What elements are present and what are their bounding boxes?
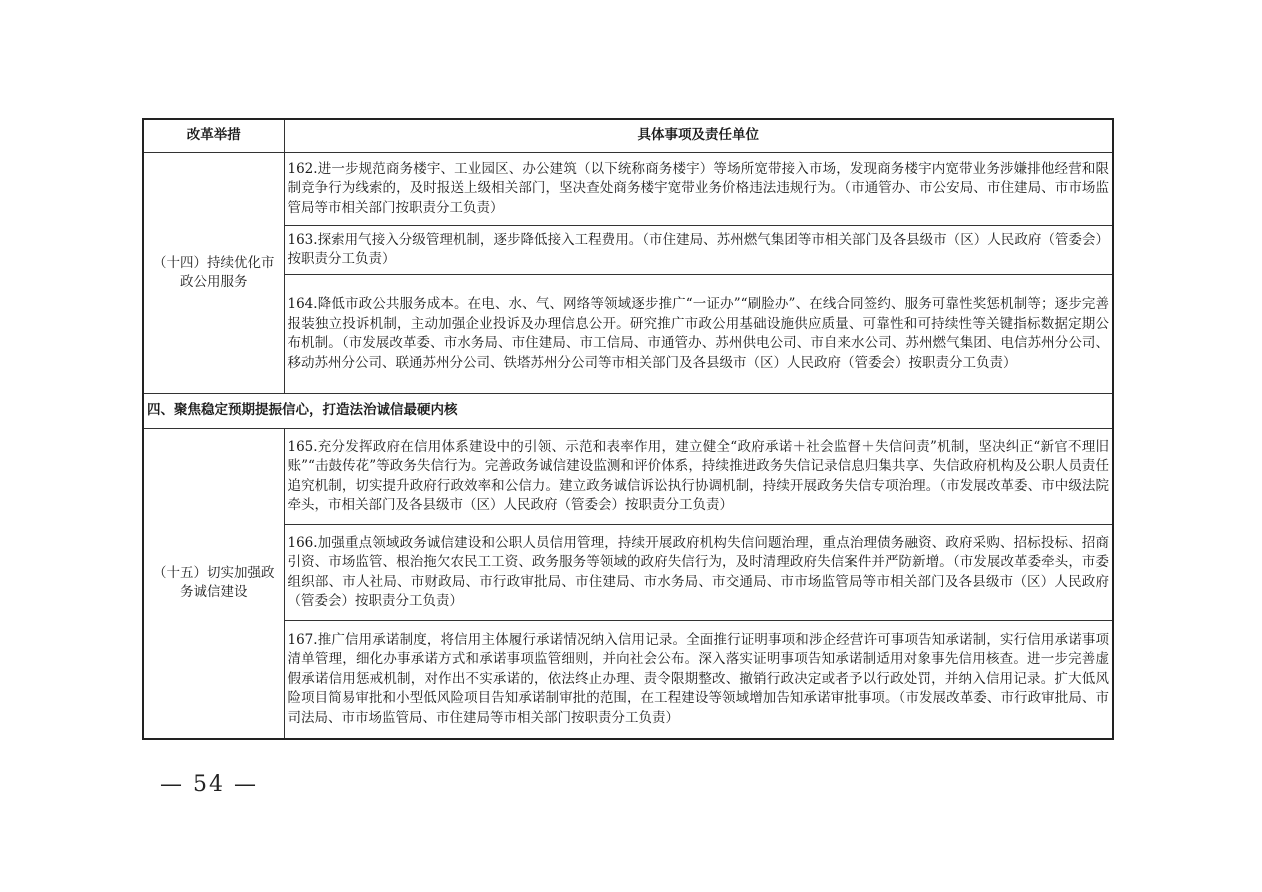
table-row [143,621,1113,739]
reform-measures-table [142,118,1114,740]
table-row [143,226,1113,275]
column-header-details: 具体事项及责任单位 [284,119,1113,153]
item-cell-166: 166.加强重点领域政务诚信建设和公职人员信用管理，持续开展政府机构失信问题治理，重点治理债务融资、政府采购、招标投标、招商引资、市场监管、根治拖欠农民工工资、政务服务等领域的政府失信行为，及时清理政府失信案件并严防新增。（市发展改革委牵头，市委组织部、市人社局、市财政局、市行政审批局、市住建局、市水务局、市交通局、市市场监管局等市相关部门及各县级市（区）人民政府（管委会）按职责分工负责） [284,525,1113,621]
item-cell-163: 163.探索用气接入分级管理机制，逐步降低接入工程费用。（市住建局、苏州燃气集团等市相关部门及各县级市（区）人民政府（管委会）按职责分工负责） [284,226,1113,275]
item-cell-162: 162.进一步规范商务楼宇、工业园区、办公建筑（以下统称商务楼宇）等场所宽带接入市场，发现商务楼宇内宽带业务涉嫌排他经营和限制竞争行为线索的，及时报送上级相关部门，坚决查处商务楼宇宽带业务价格违法违规行为。（市通管办、市公安局、市住建局、市市场监管局等市相关部门按职责分工负责） [284,153,1113,226]
item-cell-165: 165.充分发挥政府在信用体系建设中的引领、示范和表率作用，建立健全“政府承诺＋社会监督＋失信问责”机制，坚决纠正“新官不理旧账”“击鼓传花”等政务失信行为。完善政务诚信建设监测和评价体系，持续推进政务失信记录信息归集共享、失信政府机构及公职人员责任追究机制，切实提升政府行政效率和公信力。建立政务诚信诉讼执行协调机制，持续开展政务失信专项治理。（市发展改革委、市中级法院牵头，市相关部门及各县级市（区）人民政府（管委会）按职责分工负责） [284,429,1113,525]
table-row [143,153,1113,226]
item-cell-167: 167.推广信用承诺制度，将信用主体履行承诺情况纳入信用记录。全面推行证明事项和涉企经营许可事项告知承诺制，实行信用承诺事项清单管理，细化办事承诺方式和承诺事项监管细则，并向社会公布。深入落实证明事项告知承诺制适用对象事先信用核查。进一步完善虚假承诺信用惩戒机制，对作出不实承诺的，依法终止办理、责令限期整改、撤销行政决定或者予以行政处罚，并纳入信用记录。扩大低风险项目简易审批和小型低风险项目告知承诺制审批的范围，在工程建设等领域增加告知承诺审批事项。（市发展改革委、市行政审批局、市司法局、市市场监管局、市住建局等市相关部门按职责分工负责） [284,621,1113,739]
item-cell-164: 164.降低市政公共服务成本。在电、水、气、网络等领域逐步推广“一证办”“刷脸办”、在线合同签约、服务可靠性奖惩机制等；逐步完善报装独立投诉机制，主动加强企业投诉及办理信息公开。研究推广市政公用基础设施供应质量、可靠性和可持续性等关键指标数据定期公布机制。（市发展改革委、市水务局、市住建局、市工信局、市通管办、苏州供电公司、市自来水公司、苏州燃气集团、电信苏州分公司、移动苏州分公司、联通苏州分公司、铁塔苏州分公司等市相关部门及各县级市（区）人民政府（管委会）按职责分工负责） [284,275,1113,394]
reform-measure-cell: （十四）持续优化市政公用服务 [143,153,284,394]
section-row [143,394,1113,429]
table-row [143,275,1113,394]
table-row [143,429,1113,525]
section-heading: 四、聚焦稳定预期提振信心，打造法治诚信最硬内核 [143,394,1113,429]
table-row [143,525,1113,621]
page-number: — 54 — [160,772,258,797]
table-header-row [143,119,1113,153]
reform-measure-cell: （十五）切实加强政务诚信建设 [143,429,284,739]
column-header-measure: 改革举措 [143,119,284,153]
